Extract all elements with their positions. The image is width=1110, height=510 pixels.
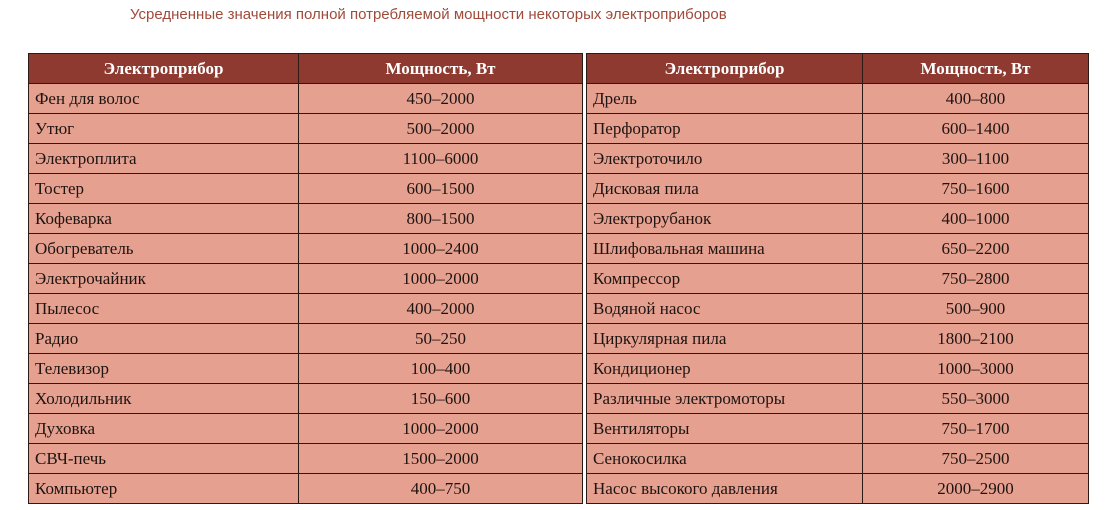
device-name-cell: Различные электромоторы	[587, 384, 863, 414]
table-caption: Усредненные значения полной потребляемой мощности некоторых электроприборов	[130, 6, 727, 23]
device-name-cell: Духовка	[29, 414, 299, 444]
power-value-cell: 600–1500	[299, 174, 583, 204]
table-row	[587, 174, 1089, 204]
power-value-cell: 450–2000	[299, 84, 583, 114]
device-name-cell: Дрель	[587, 84, 863, 114]
device-name-cell: Водяной насос	[587, 294, 863, 324]
power-value-cell: 1800–2100	[863, 324, 1089, 354]
table-row	[587, 294, 1089, 324]
table-row	[29, 84, 583, 114]
table-header-row	[587, 54, 1089, 84]
device-name-cell: Утюг	[29, 114, 299, 144]
table-row	[587, 204, 1089, 234]
device-name-cell: Электроточило	[587, 144, 863, 174]
device-name-cell: Дисковая пила	[587, 174, 863, 204]
device-name-cell: Электрорубанок	[587, 204, 863, 234]
power-value-cell: 1100–6000	[299, 144, 583, 174]
power-value-cell: 650–2200	[863, 234, 1089, 264]
power-value-cell: 50–250	[299, 324, 583, 354]
device-name-cell: СВЧ-печь	[29, 444, 299, 474]
table-row	[587, 414, 1089, 444]
power-value-cell: 400–750	[299, 474, 583, 504]
power-value-cell: 300–1100	[863, 144, 1089, 174]
table-row	[29, 444, 583, 474]
device-name-cell: Холодильник	[29, 384, 299, 414]
device-name-cell: Тостер	[29, 174, 299, 204]
power-value-cell: 750–1700	[863, 414, 1089, 444]
table-row	[587, 354, 1089, 384]
left-power-table	[28, 53, 583, 504]
power-column-header: Мощность, Вт	[863, 54, 1089, 84]
device-name-cell: Перфоратор	[587, 114, 863, 144]
right-power-table	[586, 53, 1089, 504]
device-name-cell: Обогреватель	[29, 234, 299, 264]
power-value-cell: 400–2000	[299, 294, 583, 324]
device-name-cell: Радио	[29, 324, 299, 354]
device-name-cell: Телевизор	[29, 354, 299, 384]
power-value-cell: 2000–2900	[863, 474, 1089, 504]
table-row	[587, 444, 1089, 474]
device-name-cell: Циркулярная пила	[587, 324, 863, 354]
power-value-cell: 1000–2000	[299, 264, 583, 294]
device-name-cell: Кофеварка	[29, 204, 299, 234]
device-name-cell: Вентиляторы	[587, 414, 863, 444]
table-row	[29, 234, 583, 264]
power-value-cell: 150–600	[299, 384, 583, 414]
power-value-cell: 400–800	[863, 84, 1089, 114]
table-row	[29, 474, 583, 504]
table-row	[587, 384, 1089, 414]
table-row	[587, 474, 1089, 504]
table-row	[29, 204, 583, 234]
table-row	[587, 234, 1089, 264]
device-name-cell: Сенокосилка	[587, 444, 863, 474]
table-row	[587, 144, 1089, 174]
device-name-cell: Пылесос	[29, 294, 299, 324]
power-value-cell: 750–1600	[863, 174, 1089, 204]
table-row	[29, 114, 583, 144]
power-column-header: Мощность, Вт	[299, 54, 583, 84]
power-value-cell: 600–1400	[863, 114, 1089, 144]
table-row	[29, 354, 583, 384]
table-row	[29, 294, 583, 324]
power-value-cell: 100–400	[299, 354, 583, 384]
power-value-cell: 800–1500	[299, 204, 583, 234]
power-value-cell: 400–1000	[863, 204, 1089, 234]
device-name-cell: Фен для волос	[29, 84, 299, 114]
power-value-cell: 750–2800	[863, 264, 1089, 294]
table-row	[29, 174, 583, 204]
power-value-cell: 1000–3000	[863, 354, 1089, 384]
table-header-row	[29, 54, 583, 84]
device-column-header: Электроприбор	[587, 54, 863, 84]
power-value-cell: 550–3000	[863, 384, 1089, 414]
device-name-cell: Электроплита	[29, 144, 299, 174]
table-row	[29, 324, 583, 354]
table-row	[29, 264, 583, 294]
table-row	[587, 84, 1089, 114]
power-value-cell: 500–900	[863, 294, 1089, 324]
power-value-cell: 1000–2000	[299, 414, 583, 444]
table-row	[29, 384, 583, 414]
table-row	[587, 114, 1089, 144]
power-value-cell: 1500–2000	[299, 444, 583, 474]
device-name-cell: Компьютер	[29, 474, 299, 504]
power-value-cell: 750–2500	[863, 444, 1089, 474]
table-row	[29, 144, 583, 174]
device-name-cell: Компрессор	[587, 264, 863, 294]
table-row	[587, 264, 1089, 294]
table-row	[587, 324, 1089, 354]
power-value-cell: 500–2000	[299, 114, 583, 144]
device-column-header: Электроприбор	[29, 54, 299, 84]
device-name-cell: Электрочайник	[29, 264, 299, 294]
device-name-cell: Насос высокого давления	[587, 474, 863, 504]
device-name-cell: Шлифовальная машина	[587, 234, 863, 264]
table-row	[29, 414, 583, 444]
power-value-cell: 1000–2400	[299, 234, 583, 264]
device-name-cell: Кондиционер	[587, 354, 863, 384]
